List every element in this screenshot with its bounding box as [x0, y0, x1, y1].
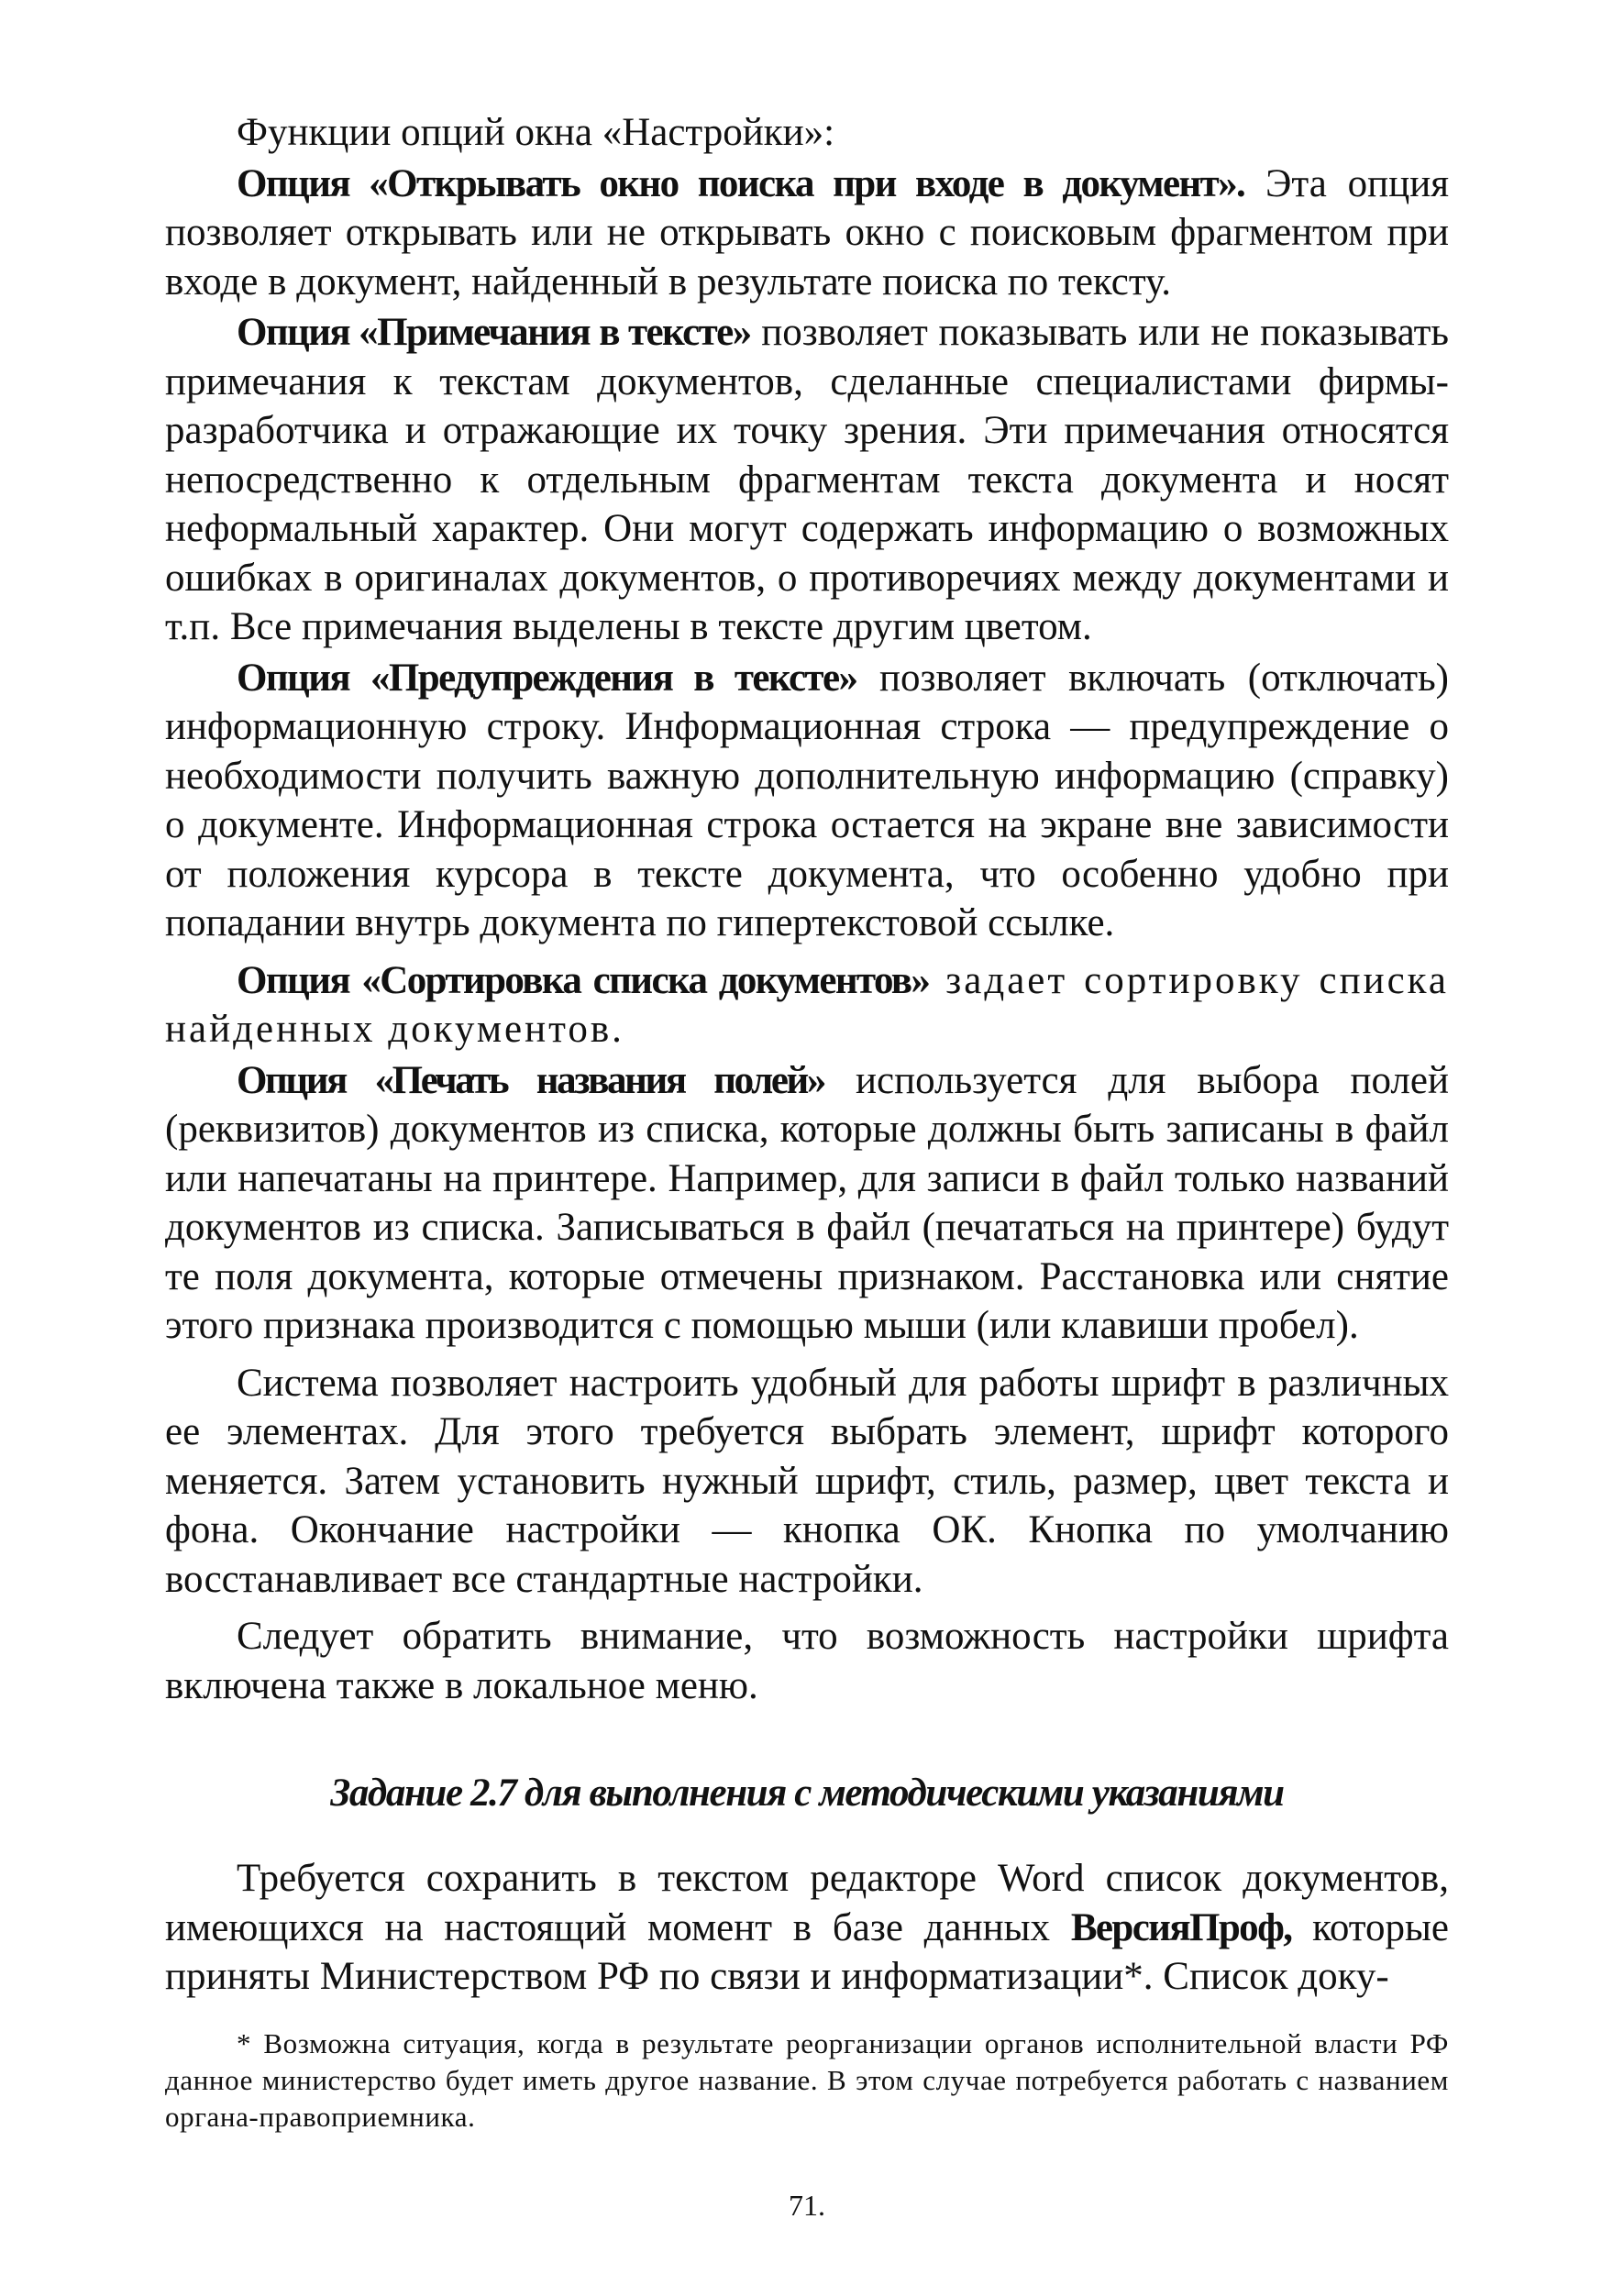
option-description: Эта опция позволяет открывать или не открывать окно с поисковым фрагментом при входе в документ, найденный в результате поиска по тексту. — [165, 161, 1449, 304]
option-term: Опция «Печать названия полей» — [237, 1058, 825, 1102]
document-page — [165, 108, 1449, 2223]
local-menu-note: Следует обратить внимание, что возможность настройки шрифта включена также в локальное меню. — [165, 1615, 1449, 1707]
task-heading: Задание 2.7 для выполнения с методическими указаниями — [330, 1772, 1284, 1815]
option-open-search-window — [165, 160, 1449, 307]
option-term: Опция «Сортировка списка документов» — [237, 958, 930, 1002]
option-description: позволяет включать (отключать) информационную строку. Информационная строка — предупреждение о необходимости получить важную дополнительную информацию (справку) о документе. Информационная строка остается на экране вне зависимости от положения курсора в тексте документа, что особенно удобно при попадании внутрь документа по гипертекстовой ссылке. — [165, 656, 1449, 944]
option-description: используется для выбора полей (реквизитов) документов из списка, которые должны быть записаны в файл или напечатаны на принтере. Например, для записи в файл только названий документов из списка. Записываться в файл (печататься на принтере) будут те поля документа, которые отмечены признаком. Расстановка или снятие этого признака производится с помощью мыши (или клавиши пробел). — [165, 1058, 1449, 1347]
option-term: Опция «Примечания в тексте» — [237, 311, 751, 354]
font-settings-paragraph: Система позволяет настроить удобный для работы шрифт в различных ее элементах. Для этого требуется выбрать элемент, шрифт которого меняется. Затем установить нужный шрифт, стиль, размер, цвет текста и фона. Окончание настройки — кнопка ОК. Кнопка по умолчанию восстанавливает все стандартные настройки. — [165, 1361, 1449, 1601]
option-term: Опция «Открывать окно поиска при входе в документ». — [237, 161, 1245, 205]
option-sort-document-list — [165, 956, 1449, 1054]
intro-line: Функции опций окна «Настройки»: — [237, 111, 835, 154]
task-text-after: которые приняты Министерством РФ по связи и информатизации*. Список доку- — [165, 1905, 1449, 1998]
footnote: * Возможна ситуация, когда в результате реорганизации органов исполнительной власти РФ данное министерство будет иметь другое название. В этом случае потребуется работать с названием органа-правоприемника. — [165, 2026, 1449, 2133]
task-paragraph — [165, 1854, 1449, 2002]
page-number: 71. — [789, 2188, 825, 2222]
option-description: задает сортировку списка найденных документов. — [165, 958, 1450, 1051]
option-print-field-names — [165, 1056, 1449, 1351]
option-notes-in-text — [165, 308, 1449, 652]
option-term: Опция «Предупреждения в тексте» — [237, 656, 857, 700]
option-warnings-in-text — [165, 654, 1449, 948]
product-name: ВерсияПроф, — [1070, 1905, 1292, 1949]
option-description: позволяет показывать или не показывать примечания к текстам документов, сделанные специалистами фирмы-разработчика и отражающие их точку зрения. Эти примечания относятся непосредственно к отдельным фрагментам текста документа и носят неформальный характер. Они могут содержать информацию о возможных ошибках в оригиналах документов, о противоречиях между документами и т.п. Все примечания выделены в тексте другим цветом. — [165, 311, 1449, 648]
task-text-before: Требуется сохранить в текстом редакторе Word список документов, имеющихся на настоящий момент в базе данных — [165, 1857, 1449, 1949]
